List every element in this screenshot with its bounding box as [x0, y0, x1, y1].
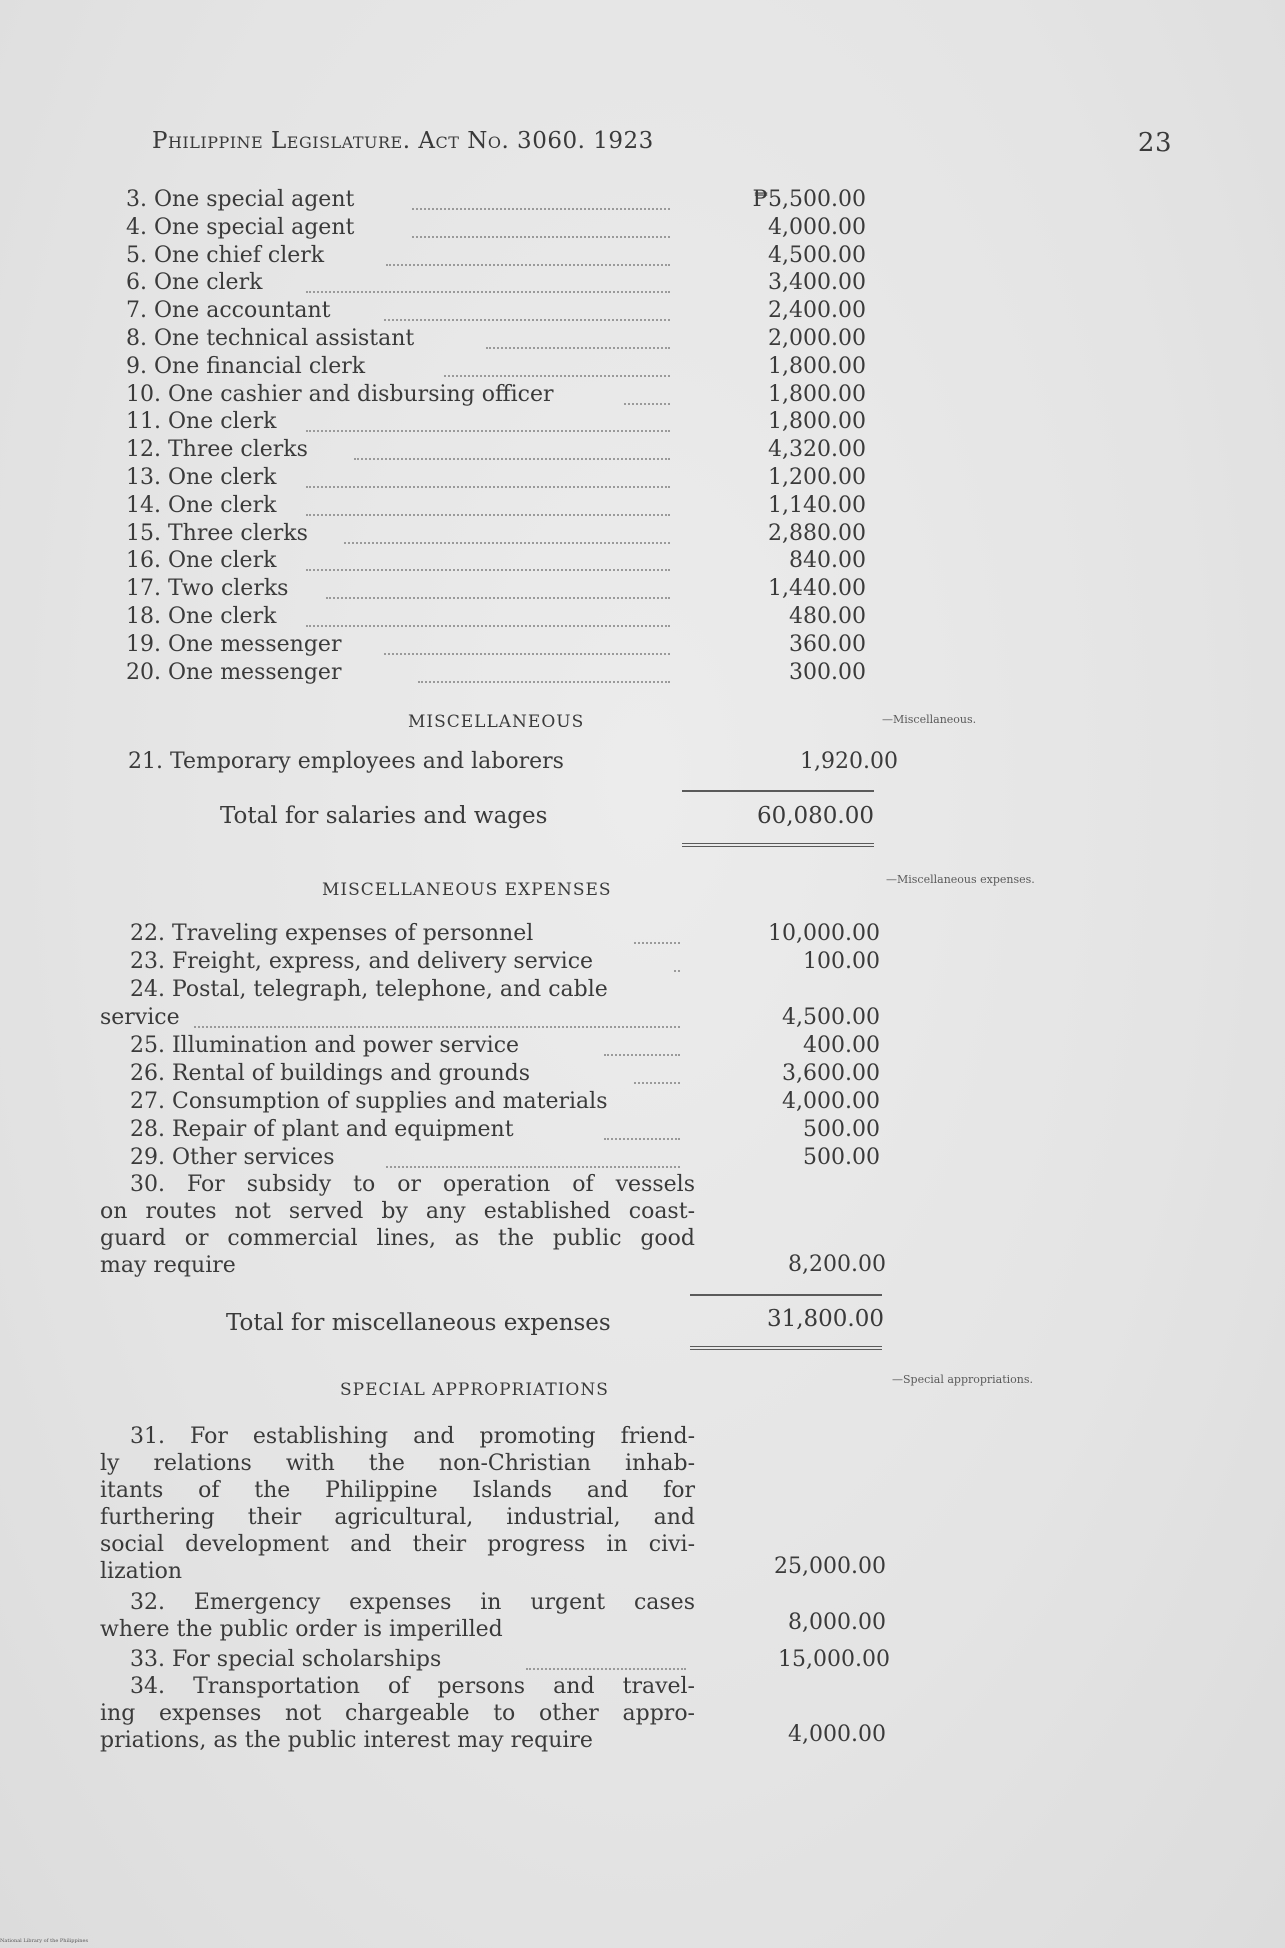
item-amount: 480.00: [789, 604, 866, 629]
item-amount: 1,800.00: [768, 353, 866, 379]
item-amount: 10,000.00: [768, 921, 880, 946]
rule: [690, 1294, 882, 1296]
item-amount: 1,140.00: [768, 492, 866, 518]
item-label: 12. Three clerks: [126, 437, 308, 463]
leader-dots: [326, 569, 670, 599]
total-salaries-amount: 60,080.00: [756, 803, 874, 829]
paragraph-line: ly relations with the non-Christian inhab-: [100, 1451, 695, 1476]
list-item: [126, 659, 866, 687]
paragraph-line: priations, as the public interest may require: [100, 1728, 593, 1753]
item-label: 26. Rental of buildings and grounds: [130, 1061, 530, 1086]
paragraph-line: furthering their agricultural, industrial, and: [100, 1505, 695, 1530]
list-item: [128, 748, 898, 776]
item-label: 17. Two clerks: [126, 576, 289, 602]
list-item: [130, 1060, 880, 1088]
list-item: [130, 1144, 880, 1172]
item-amount: 1,800.00: [768, 381, 866, 407]
item-amount: 1,920.00: [800, 749, 898, 774]
paragraph-line: social development and their progress in civi-: [100, 1532, 695, 1557]
leader-dots: [604, 1026, 680, 1056]
leader-dots: [384, 625, 670, 655]
item-amount: 4,000.00: [782, 1089, 880, 1114]
leader-dots: [412, 208, 670, 238]
paragraph-line: 34. Transportation of persons and travel-: [130, 1674, 695, 1699]
item-label: 5. One chief clerk: [126, 242, 325, 268]
leader-dots: [444, 347, 670, 377]
leader-dots: [344, 514, 670, 544]
item-amount: 1,440.00: [768, 576, 866, 602]
item-label: 27. Consumption of supplies and materials: [130, 1089, 608, 1114]
leader-dots: [634, 1054, 680, 1084]
total-salaries-label: Total for salaries and wages: [220, 803, 548, 829]
running-title: Philippine Legislature. Act No. 3060. 1923: [152, 128, 654, 154]
misc-expenses-heading: MISCELLANEOUS EXPENSES: [322, 880, 612, 900]
leader-dots: [412, 180, 670, 210]
item-amount: 4,000.00: [768, 214, 866, 240]
leader-dots: [306, 402, 670, 432]
leader-dots: [306, 597, 670, 627]
misc-heading: MISCELLANEOUS: [408, 712, 585, 732]
item-amount: 4,320.00: [768, 437, 866, 463]
special-heading: SPECIAL APPROPRIATIONS: [340, 1380, 609, 1400]
item-amount: 1,800.00: [768, 409, 866, 435]
item-label: 23. Freight, express, and delivery service: [130, 949, 594, 974]
list-item: [130, 1032, 880, 1060]
item-amount: 3,600.00: [782, 1061, 880, 1086]
item-label: service: [100, 1005, 180, 1030]
leader-dots: [194, 998, 680, 1028]
leader-dots: [418, 653, 670, 683]
leader-dots: [386, 236, 670, 266]
item-amount: 100.00: [803, 949, 880, 974]
page-header: [152, 128, 1172, 164]
item-amount: 8,000.00: [788, 1610, 886, 1635]
paragraph-line: guard or commercial lines, as the public good: [100, 1226, 695, 1251]
paragraph-line: 32. Emergency expenses in urgent cases: [130, 1590, 695, 1615]
list-item: [130, 1646, 890, 1674]
list-item: [126, 353, 866, 381]
item-label: 28. Repair of plant and equipment: [130, 1117, 514, 1142]
item-label: 25. Illumination and power service: [130, 1033, 520, 1058]
paragraph-line: itants of the Philippine Islands and for: [100, 1478, 695, 1503]
paragraph-line: 31. For establishing and promoting friend-: [130, 1424, 695, 1449]
total-misc-amount: 31,800.00: [766, 1306, 884, 1332]
item-label: 33. For special scholarships: [130, 1647, 442, 1672]
item-amount: 4,500.00: [782, 1005, 880, 1030]
margin-note-misc: —Miscellaneous.: [882, 713, 977, 726]
paragraph-line: may require: [100, 1253, 236, 1278]
item-amount: 2,400.00: [768, 298, 866, 324]
item-amount: 360.00: [789, 631, 866, 657]
double-rule: [682, 843, 874, 847]
item-amount: 4,500.00: [768, 242, 866, 268]
item-amount: 500.00: [803, 1117, 880, 1142]
item-amount: 400.00: [803, 1033, 880, 1058]
leader-dots: [604, 1110, 680, 1140]
item-label: 6. One clerk: [126, 270, 263, 296]
item-label: 7. One accountant: [126, 298, 331, 324]
list-item: [130, 1088, 880, 1116]
item-amount: 15,000.00: [778, 1647, 890, 1672]
leader-dots: [526, 1640, 686, 1670]
item-label: 3. One special agent: [126, 187, 355, 212]
page-number: 23: [1137, 128, 1172, 158]
item-amount: 1,200.00: [768, 465, 866, 490]
leader-dots: [306, 486, 670, 516]
item-amount: 300.00: [789, 659, 866, 685]
paragraph-line: where the public order is imperilled: [100, 1617, 503, 1642]
leader-dots: [486, 319, 670, 349]
item-label: 4. One special agent: [126, 214, 355, 240]
paragraph-line: lization: [100, 1559, 183, 1584]
leader-dots: [306, 263, 670, 293]
item-label: 18. One clerk: [126, 604, 277, 629]
item-label: 15. Three clerks: [126, 520, 308, 546]
leader-dots: [634, 914, 680, 944]
paragraph-line: on routes not served by any established coast-: [100, 1199, 695, 1224]
margin-note-special: —Special appropriations.: [892, 1373, 1034, 1386]
item-amount: 2,000.00: [768, 326, 866, 351]
item-label: 10. One cashier and disbursing officer: [126, 381, 554, 407]
list-item: [130, 920, 880, 948]
item-label: 16. One clerk: [126, 548, 277, 574]
item-amount: 4,000.00: [788, 1722, 886, 1747]
rule: [682, 790, 874, 792]
item-label: 29. Other services: [130, 1145, 335, 1170]
total-misc-label: Total for miscellaneous expenses: [226, 1310, 611, 1336]
leader-dots: [306, 458, 670, 488]
item-amount: 840.00: [789, 548, 866, 574]
margin-note-misc-expenses: —Miscellaneous expenses.: [886, 873, 1035, 886]
item-label: 11. One clerk: [126, 409, 277, 435]
item-amount: 2,880.00: [768, 520, 866, 546]
item-label: 21. Temporary employees and laborers: [128, 749, 564, 774]
leader-dots: [386, 1138, 680, 1168]
item-amount: 8,200.00: [788, 1252, 886, 1277]
item-label: 9. One financial clerk: [126, 353, 366, 379]
leader-dots: [306, 541, 670, 571]
item-label: 19. One messenger: [126, 631, 342, 657]
double-rule: [690, 1346, 882, 1350]
item-label: 24. Postal, telegraph, telephone, and cable: [130, 977, 608, 1002]
item-amount: ₱5,500.00: [752, 187, 866, 212]
leader-dots: [354, 430, 670, 460]
item-label: 20. One messenger: [126, 659, 342, 685]
item-label: 13. One clerk: [126, 465, 277, 490]
leader-dots: [624, 375, 670, 405]
item-label: 8. One technical assistant: [126, 326, 415, 351]
item-amount: 500.00: [803, 1145, 880, 1170]
item-label: 14. One clerk: [126, 492, 277, 518]
footer-credit: National Library of the Philippines: [0, 1938, 89, 1944]
item-amount: 25,000.00: [774, 1554, 886, 1579]
leader-dots: [384, 291, 670, 321]
leader-dots: [674, 942, 680, 972]
paragraph-line: ing expenses not chargeable to other appro-: [100, 1701, 695, 1726]
list-item: [100, 1004, 880, 1032]
item-amount: 3,400.00: [768, 270, 866, 296]
item-label: 22. Traveling expenses of personnel: [130, 921, 534, 946]
paragraph-line: 30. For subsidy to or operation of vessels: [130, 1172, 695, 1197]
list-item: [130, 948, 880, 976]
